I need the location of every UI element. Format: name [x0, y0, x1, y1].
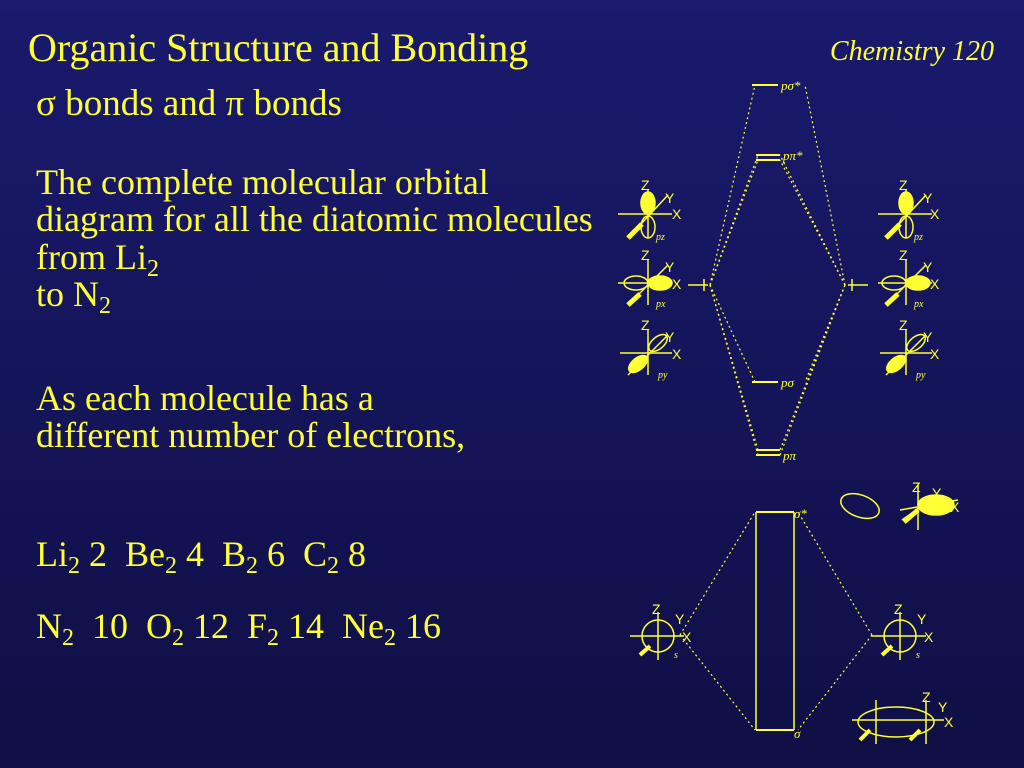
left-pz-orbital-icon: [618, 190, 672, 238]
electron-note: As each molecule has a different number of electrons,: [36, 378, 466, 456]
s-correlation-lines: [680, 512, 872, 730]
svg-text:X: X: [950, 499, 960, 515]
svg-text:Y: Y: [938, 699, 948, 715]
svg-text:Z: Z: [912, 479, 921, 495]
svg-text:Y: Y: [923, 329, 933, 345]
svg-text:s: s: [916, 650, 920, 661]
molecule-c2: $C_2$ 8: [303, 534, 367, 579]
svg-text:X: X: [930, 206, 940, 222]
svg-text:Z: Z: [922, 689, 931, 705]
p-sigma-star-label: pσ*: [781, 78, 801, 93]
svg-text:X: X: [924, 629, 934, 645]
svg-text:Z: Z: [899, 247, 908, 263]
intro-text: The complete molecular orbital diagram for all the diatomic molecules from Li: [36, 162, 593, 277]
svg-text:X: X: [944, 714, 954, 730]
molecule-b2: $B_2$ 6: [222, 534, 286, 579]
molecule-n2: $N_2$ 10: [36, 606, 128, 651]
p-mo-levels: [752, 85, 780, 455]
axis-label-y: Y: [665, 190, 675, 206]
axis-label-x: X: [672, 206, 682, 222]
pz-label: pz: [656, 232, 665, 243]
svg-text:X: X: [930, 346, 940, 362]
svg-text:Y: Y: [917, 611, 927, 627]
course-name: Chemistry 120: [829, 36, 994, 67]
p-pi-label: pπ: [783, 448, 797, 463]
svg-text:Y: Y: [665, 259, 675, 275]
s-label: s: [674, 650, 678, 661]
s-mo-levels: [756, 512, 794, 730]
molecule-be2: $Be_2$ 4: [125, 534, 204, 579]
p-pi-star-label: pπ*: [783, 148, 803, 163]
s-sigma-star-label: σ*: [794, 506, 807, 521]
li-subscript: 2: [146, 255, 159, 282]
svg-text:Z: Z: [894, 601, 903, 617]
svg-text:Z: Z: [641, 317, 650, 333]
svg-text:Y: Y: [665, 329, 675, 345]
molecule-f2: $F_2$ 14: [247, 606, 325, 651]
svg-text:Z: Z: [652, 601, 661, 617]
svg-text:Z: Z: [899, 317, 908, 333]
molecule-li2: $Li_2$ 2: [36, 534, 107, 579]
svg-text:Y: Y: [932, 485, 942, 501]
molecule-ne2: $Ne_2$ 16: [342, 606, 442, 651]
axis-label-z: Z: [641, 177, 650, 193]
svg-text:X: X: [672, 276, 682, 292]
slide-title: Organic Structure and Bonding: [28, 25, 529, 70]
intro-to-text: to N: [36, 274, 99, 315]
intro-paragraph: [36, 162, 596, 320]
n-subscript: 2: [99, 293, 111, 320]
p-correlation-lines: [710, 85, 845, 455]
slide-subtitle: σ bonds and π bonds: [36, 83, 342, 124]
svg-text:Y: Y: [923, 190, 933, 206]
svg-text:Y: Y: [675, 611, 685, 627]
svg-text:Z: Z: [899, 177, 908, 193]
svg-text:Y: Y: [923, 259, 933, 275]
s-sigma-label: σ: [794, 726, 801, 741]
p-sigma-label: pσ: [781, 375, 794, 390]
svg-text:pz: pz: [914, 232, 923, 243]
svg-text:X: X: [672, 346, 682, 362]
svg-text:Z: Z: [641, 247, 650, 263]
sigma-s-overlap-icon: [852, 700, 944, 744]
mo-diagram: [600, 70, 1024, 760]
svg-text:py: py: [916, 370, 926, 381]
px-label: px: [656, 299, 666, 310]
electron-count-row-1: [36, 534, 596, 579]
svg-text:X: X: [682, 629, 692, 645]
svg-text:px: px: [914, 299, 924, 310]
py-label: py: [658, 370, 668, 381]
svg-text:X: X: [930, 276, 940, 292]
p-atomic-levels: [688, 279, 868, 291]
electron-count-row-2: [36, 606, 596, 651]
molecule-o2: $O_2$ 12: [146, 606, 229, 651]
